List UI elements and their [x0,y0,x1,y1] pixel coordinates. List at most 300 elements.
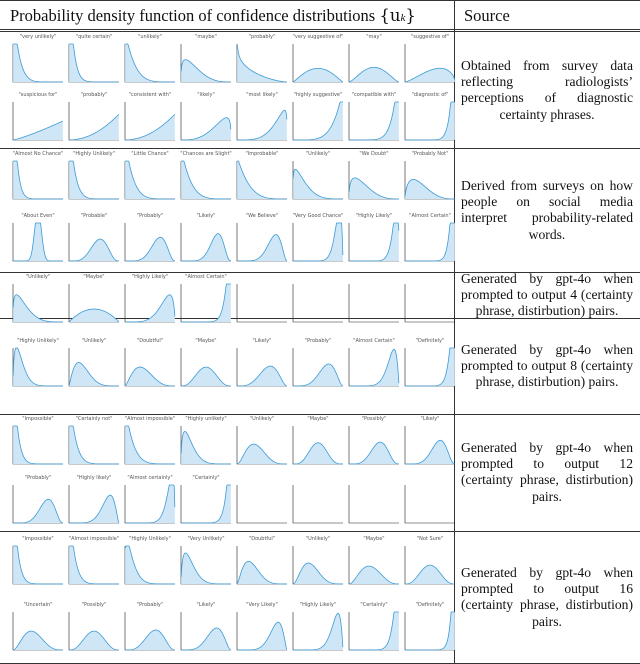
plot-phrase-label: "likely" [197,92,215,98]
pdf-plot [290,346,344,392]
pdf-plot-panel [346,92,402,148]
pdf-plot-panel [10,92,66,148]
pdf-plot-panel [234,34,290,90]
pdf-plot-panel [178,34,234,90]
pdf-area [293,613,343,650]
pdf-plot [402,100,456,146]
pdf-plot [66,544,120,590]
source-description: Generated by gpt-4o when prompted to output 4 (certainty phrase, distirbution) pairs. [461,271,633,319]
pdf-plot [346,610,400,656]
plot-phrase-label: "Almost Certain" [185,274,227,280]
pdf-plot-panel [122,34,178,90]
plot-phrase-label: "quite certain" [75,34,113,40]
pdf-plot-panel [178,338,234,394]
source-description: Generated by gpt-4o when prompted to output 8 (certainty phrase, distirbution) pairs. [461,342,633,390]
pdf-area [125,161,175,199]
plot-phrase-label: "Almost No Chance" [12,151,64,157]
pdf-plot-panel [10,602,66,658]
empty-plot-panel [234,475,290,531]
plot-phrase-label: "Chances are Slight" [180,151,232,157]
pdf-area [349,566,399,584]
pdf-area [349,223,399,261]
pdf-plot-panel [234,602,290,658]
pdf-plot-panel [10,416,66,472]
pdf-area [125,114,175,140]
pdf-plot-panel [402,602,458,658]
pdf-plot-panel [402,34,458,90]
pdf-plot [10,100,64,146]
plot-phrase-label: "consistent with" [128,92,172,98]
plot-phrase-label: "Likely" [196,213,216,219]
pdf-area [181,553,231,584]
table-rule [0,531,640,532]
plot-phrase-label: "Doubtful" [136,338,164,344]
pdf-area [181,234,231,261]
plot-phrase-label: "Uncertain" [23,602,53,608]
pdf-plot-panel [234,92,290,148]
pdf-area [125,44,175,82]
pdf-plot [290,42,344,88]
plot-phrase-label: "maybe" [195,34,217,40]
plot-phrase-label: "Improbable" [245,151,279,157]
pdf-plot [178,282,232,328]
pdf-area [349,349,399,386]
pdf-plot-panel [346,416,402,472]
plot-phrase-label: "Unlikely" [305,151,331,157]
pdf-area [237,161,287,199]
pdf-plot-panel [10,151,66,207]
pdf-plot [122,42,176,88]
pdf-area [405,612,455,650]
pdf-plot-panel [234,338,290,394]
pdf-plot-panel [66,536,122,592]
pdf-plot-panel [122,151,178,207]
pdf-plot-panel [402,213,458,269]
pdf-plot [290,544,344,590]
source-description: Generated by gpt-4o when prompted to output 16 (certainty phrase, distirbution) pairs. [461,565,633,629]
plot-phrase-label: "unlikely" [138,34,162,40]
plot-phrase-label: "We Believe" [245,213,279,219]
pdf-plot-panel [178,536,234,592]
pdf-plot [234,221,288,267]
pdf-plot-panel [290,338,346,394]
pdf-plot-panel [234,536,290,592]
pdf-area [13,223,63,261]
pdf-plot-panel [122,536,178,592]
pdf-area [181,485,231,523]
pdf-area [349,178,399,199]
column-header-source: Source [464,6,510,25]
pdf-plot [234,544,288,590]
plot-phrase-label: "Probably" [24,474,52,481]
pdf-plot-panel [346,602,402,658]
pdf-plot [178,610,232,656]
empty-plot-panel [346,274,402,330]
pdf-plot [66,42,120,88]
pdf-plot-panel [402,92,458,148]
pdf-plot [122,424,176,470]
pdf-plot [122,100,176,146]
plot-phrase-label: "compatible with" [351,92,397,98]
pdf-plot [290,282,344,328]
pdf-plot [234,346,288,392]
empty-plot-panel [402,274,458,330]
pdf-plot-panel [290,416,346,472]
plot-phrase-label: "Probably" [136,213,164,219]
pdf-plot-panel [178,602,234,658]
pdf-plot-panel [178,475,234,531]
pdf-plot [10,159,64,205]
pdf-plot [66,346,120,392]
plot-phrase-label: "We Doubt" [359,151,389,157]
plot-phrase-label: "Almost Certain" [353,338,395,344]
pdf-area [13,426,63,464]
pdf-plot-panel [290,213,346,269]
plot-phrase-label: "Certainly" [360,602,388,608]
pdf-plot [66,159,120,205]
pdf-plot [178,424,232,470]
plot-phrase-label: "very suggestive of" [292,34,344,40]
pdf-area [69,114,119,140]
plot-phrase-label: "Almost impossible" [124,416,176,422]
plot-phrase-label: "Likely" [420,416,440,422]
pdf-area [237,110,287,140]
pdf-area [13,161,63,199]
pdf-area [293,102,343,140]
pdf-plot-panel [178,151,234,207]
plot-phrase-label: "Highly Likely" [355,213,393,219]
plot-phrase-label: "Possibly" [361,416,387,422]
plot-phrase-label: "most likely" [246,92,278,98]
plot-phrase-label: "very unlikely" [19,34,57,40]
pdf-plot [290,159,344,205]
plot-phrase-label: "Highly Unlikely" [73,151,115,157]
pdf-plot [402,221,456,267]
plot-phrase-label: "highly suggestive" [293,92,343,98]
plot-axes [237,485,287,523]
pdf-plot-panel [122,274,178,330]
pdf-plot [178,159,232,205]
source-description: Derived from surveys on how people on social media interpret probability-related words. [461,178,633,242]
pdf-plot-panel [66,274,122,330]
pdf-plot [346,424,400,470]
pdf-area [13,546,63,584]
pdf-plot-panel [122,416,178,472]
pdf-area [181,118,231,140]
pdf-plot [122,483,176,529]
pdf-area [69,44,119,82]
pdf-plot-panel [122,475,178,531]
plot-phrase-label: "Unlikely" [81,338,107,344]
pdf-plot [346,100,400,146]
pdf-plot [178,221,232,267]
plot-phrase-label: "Maybe" [195,338,217,344]
plot-phrase-label: "About Even" [21,213,55,219]
plot-phrase-label: "Maybe" [363,536,385,542]
pdf-plot-panel [234,416,290,472]
pdf-plot-panel [66,151,122,207]
pdf-plot [66,100,120,146]
pdf-plot [10,282,64,328]
pdf-plot [178,42,232,88]
pdf-plot-panel [122,602,178,658]
pdf-area [13,44,63,82]
plot-phrase-label: "may" [366,34,382,40]
pdf-plot [178,346,232,392]
plot-axes [349,485,399,523]
pdf-plot-panel [178,416,234,472]
pdf-plot [346,544,400,590]
pdf-plot [346,159,400,205]
pdf-plot [234,42,288,88]
plot-phrase-label: "Unlikely" [249,416,275,422]
source-description: Generated by gpt-4o when prompted to output 12 (certainty phrase, distirbution) pairs. [461,440,633,504]
pdf-area [69,239,119,261]
plot-phrase-label: "suggestive of" [410,34,450,40]
pdf-area [405,223,455,261]
pdf-plot [234,100,288,146]
table-rule [0,29,640,30]
pdf-area [237,444,287,464]
pdf-plot-panel [178,213,234,269]
pdf-plot [290,100,344,146]
pdf-area [293,443,343,464]
pdf-area [349,67,399,82]
pdf-plot [346,42,400,88]
plot-phrase-label: "Impossible" [22,536,54,542]
pdf-plot [402,159,456,205]
plot-phrase-label: "Probably Not" [411,151,449,157]
pdf-plot [122,544,176,590]
table-rule [0,414,640,415]
pdf-plot [234,159,288,205]
pdf-plot-panel [66,213,122,269]
pdf-plot [178,483,232,529]
plot-phrase-label: "Very Good Chance" [292,213,344,219]
plot-phrase-label: "Impossible" [22,416,54,422]
empty-plot-panel [346,475,402,531]
pdf-plot [122,282,176,328]
pdf-plot [66,424,120,470]
plot-phrase-label: "Likely" [196,602,216,608]
pdf-plot [402,610,456,656]
pdf-plot-panel [66,92,122,148]
plot-phrase-label: "probably" [248,34,276,40]
pdf-area [293,563,343,584]
pdf-plot [10,483,64,529]
pdf-area [125,426,175,464]
plot-phrase-label: "Highly unlikely" [185,416,227,422]
plot-phrase-label: "Maybe" [307,416,329,422]
pdf-plot [10,610,64,656]
pdf-plot-panel [402,338,458,394]
plot-axes [293,485,343,523]
plot-phrase-label: "diagnostic of" [411,92,449,98]
pdf-plot-panel [122,213,178,269]
source-description: Obtained from survey data reflecting radiologists’ perceptions of diagnostic certainty phrases. [461,58,633,122]
table-rule [0,148,640,149]
empty-plot-panel [234,274,290,330]
pdf-plot [178,100,232,146]
pdf-plot [402,282,456,328]
pdf-plot-panel [290,536,346,592]
pdf-plot [346,221,400,267]
pdf-plot-panel [66,416,122,472]
pdf-plot [66,610,120,656]
pdf-plot-panel [66,602,122,658]
plot-phrase-label: "Definitely" [415,602,445,608]
pdf-plot-panel [346,536,402,592]
empty-plot-panel [402,475,458,531]
pdf-plot [10,424,64,470]
plot-phrase-label: "Probable" [80,213,108,219]
pdf-area [69,426,119,464]
plot-phrase-label: "suspicious for" [18,92,58,98]
pdf-plot [10,346,64,392]
plot-phrase-label: "Not Sure" [416,536,444,542]
pdf-area [405,179,455,199]
pdf-plot-panel [290,34,346,90]
plot-phrase-label: "Highly Likely" [299,602,337,608]
pdf-area [405,102,455,140]
pdf-plot [290,424,344,470]
plot-phrase-label: "Possibly" [81,602,107,608]
plot-axes [237,284,287,322]
plot-phrase-label: "Highly Likely" [131,274,169,280]
pdf-plot-panel [10,213,66,269]
pdf-area [181,60,231,82]
plot-axes [293,284,343,322]
pdf-plot-panel [402,536,458,592]
plot-phrase-label: "Unlikely" [25,274,51,280]
pdf-area [349,102,399,140]
plot-phrase-label: "Probably" [304,338,332,344]
empty-plot-panel [290,274,346,330]
pdf-plot [234,424,288,470]
plot-axes [405,284,455,322]
pdf-plot-panel [402,151,458,207]
pdf-area [125,546,175,584]
plot-axes [405,485,455,523]
pdf-plot [122,221,176,267]
plot-phrase-label: "Certainly" [192,474,220,481]
pdf-plot-panel [10,536,66,592]
pdf-plot-panel [290,151,346,207]
pdf-plot [402,483,456,529]
pdf-area [13,121,63,140]
pdf-plot [402,42,456,88]
pdf-plot [290,221,344,267]
pdf-plot-panel [10,274,66,330]
pdf-plot-panel [346,213,402,269]
plot-axes [349,284,399,322]
pdf-area [237,366,287,386]
table-rule [0,31,640,32]
pdf-plot [402,424,456,470]
pdf-plot-panel [122,92,178,148]
pdf-area [125,485,175,523]
pdf-plot [66,221,120,267]
plot-phrase-label: "probably" [80,92,108,98]
pdf-plot-panel [66,475,122,531]
pdf-plot [178,544,232,590]
pdf-plot-panel [234,151,290,207]
pdf-plot [290,483,344,529]
plot-phrase-label: "Highly Unlikely" [17,338,59,344]
pdf-area [293,68,343,82]
pdf-plot [10,42,64,88]
pdf-plot-panel [178,274,234,330]
table-rule [0,0,640,1]
pdf-plot-panel [10,475,66,531]
pdf-plot-panel [346,151,402,207]
pdf-plot [10,221,64,267]
plot-phrase-label: "Very Likely" [246,602,278,608]
plot-phrase-label: "Likely" [252,338,272,344]
pdf-plot-panel [122,338,178,394]
pdf-plot [402,544,456,590]
plot-phrase-label: "Very Unlikely" [187,536,225,542]
pdf-plot-panel [346,34,402,90]
pdf-plot [402,346,456,392]
pdf-plot [234,610,288,656]
plot-phrase-label: "Highly likely" [76,474,112,481]
pdf-plot-panel [290,602,346,658]
pdf-plot [346,346,400,392]
plot-phrase-label: "Certainly not" [75,416,113,422]
pdf-area [125,367,175,386]
plot-phrase-label: "Probably" [136,602,164,608]
pdf-plot-panel [346,338,402,394]
pdf-plot-panel [66,34,122,90]
plot-phrase-label: "Definitely" [415,338,445,344]
empty-plot-panel [290,475,346,531]
plot-phrase-label: "Highly Unlikely" [129,536,171,542]
pdf-plot [346,282,400,328]
pdf-area [349,442,399,464]
plot-phrase-label: "Almost certainly" [127,474,173,481]
pdf-area [13,348,63,386]
plot-phrase-label: "Maybe" [83,274,105,280]
pdf-plot-panel [178,92,234,148]
pdf-plot [122,346,176,392]
pdf-plot-panel [402,416,458,472]
pdf-plot [346,483,400,529]
plot-phrase-label: "Almost Certain" [409,213,451,219]
pdf-plot [234,483,288,529]
pdf-area [181,161,231,199]
pdf-plot [10,544,64,590]
pdf-plot [290,610,344,656]
pdf-plot-panel [10,338,66,394]
plot-phrase-label: "Almost impossible" [68,536,120,542]
pdf-plot-panel [234,213,290,269]
pdf-plot [234,282,288,328]
pdf-plot [122,610,176,656]
pdf-plot [66,483,120,529]
plot-phrase-label: "Little Chance" [131,151,169,157]
pdf-area [69,363,119,386]
pdf-plot [122,159,176,205]
plot-phrase-label: "Doubtful" [248,536,276,542]
pdf-plot-panel [290,92,346,148]
column-header-distributions: Probability density function of confidence distributions {uk} [10,6,416,25]
pdf-area [293,169,343,199]
pdf-plot-panel [66,338,122,394]
pdf-plot-panel [10,34,66,90]
pdf-plot [66,282,120,328]
plot-phrase-label: "Unlikely" [305,536,331,542]
